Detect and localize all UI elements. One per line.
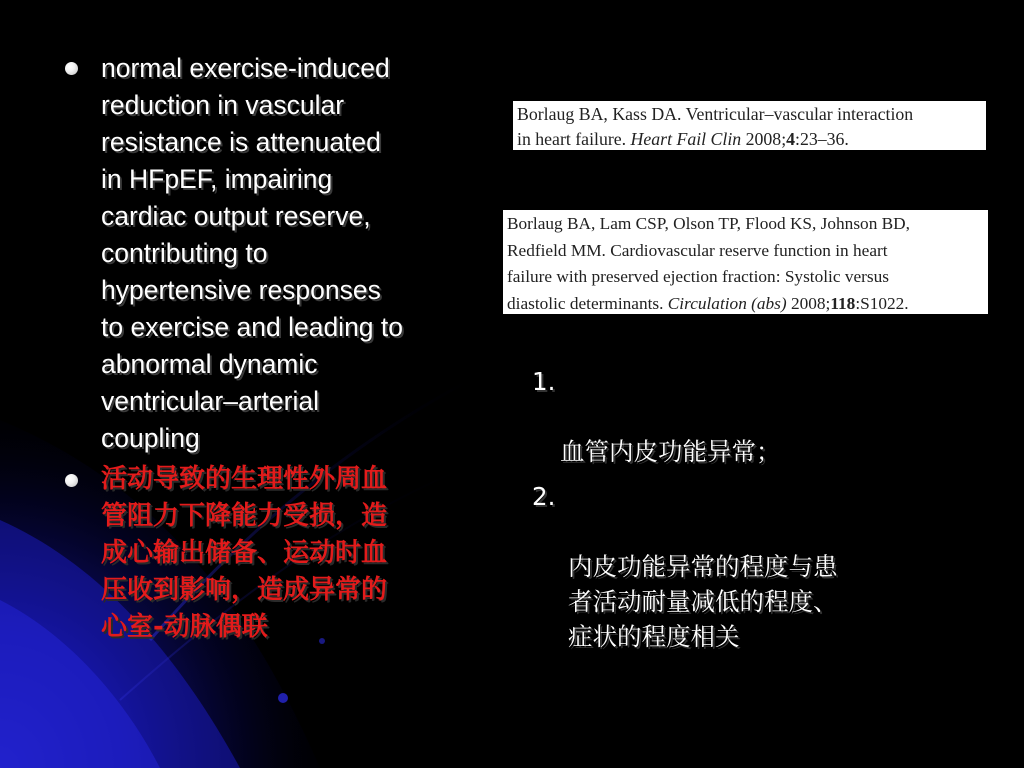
citation-volume: 4 [786, 129, 796, 149]
citation-line [517, 127, 982, 150]
citation-text: diastolic determinants. [507, 293, 668, 313]
bullet-text-chinese: 活动导致的生理性外周血 管阻力下降能力受损，造 成心输出储备、运动时血 压收到影响，造成异常的 心室-动脉偶联 [101, 464, 388, 642]
bullet-list [60, 50, 500, 650]
bullet-dot-icon [65, 62, 78, 75]
citation-pages: :S1022. [855, 293, 909, 313]
note-item [532, 479, 952, 654]
citation-text: Borlaug BA, Lam CSP, Olson TP, Flood KS, Johnson BD, [507, 214, 910, 233]
citation-year: 2008; [741, 129, 787, 149]
bullet-dot-icon [65, 474, 78, 487]
note-text: 血管内皮功能异常； [560, 437, 781, 466]
journal-name: Circulation (abs) [667, 293, 787, 313]
citation-text: Redfield MM. Cardiovascular reserve function in heart [507, 240, 888, 260]
citation-year: 2008; [786, 293, 831, 313]
citation-line [507, 264, 984, 291]
notes-list [532, 364, 952, 664]
citation-text: failure with preserved ejection fraction: Systolic versus [507, 267, 889, 286]
citation-volume: 118 [830, 293, 856, 313]
note-number: 2. [532, 482, 556, 511]
citation-line [517, 102, 982, 127]
citation-line [507, 211, 984, 238]
citation-line [507, 291, 984, 315]
note-item [532, 364, 952, 469]
citation-text: in heart failure. [517, 129, 631, 149]
note-text: 内皮功能异常的程度与患 者活动耐量减低的程度、 症状的程度相关 [568, 552, 838, 651]
bullet-item-english [60, 50, 500, 457]
citation-line [507, 238, 984, 265]
note-number: 1. [532, 367, 556, 396]
citation-text: Borlaug BA, Kass DA. Ventricular–vascular interaction [517, 104, 914, 124]
bullet-item-chinese [60, 461, 500, 646]
citation-pages: :23–36. [795, 129, 849, 149]
citation-borlaug-2008 [503, 210, 988, 314]
bullet-text-english: normal exercise-induced reduction in vascular resistance is attenuated in HFpEF, impairing cardiac output reserve, contributing to hypertensive responses to exercise and leading to abnormal dynamic ventricular–arterial coupling [101, 53, 404, 453]
citation-kass-2008 [513, 101, 986, 150]
journal-name: Heart Fail Clin [630, 129, 742, 149]
